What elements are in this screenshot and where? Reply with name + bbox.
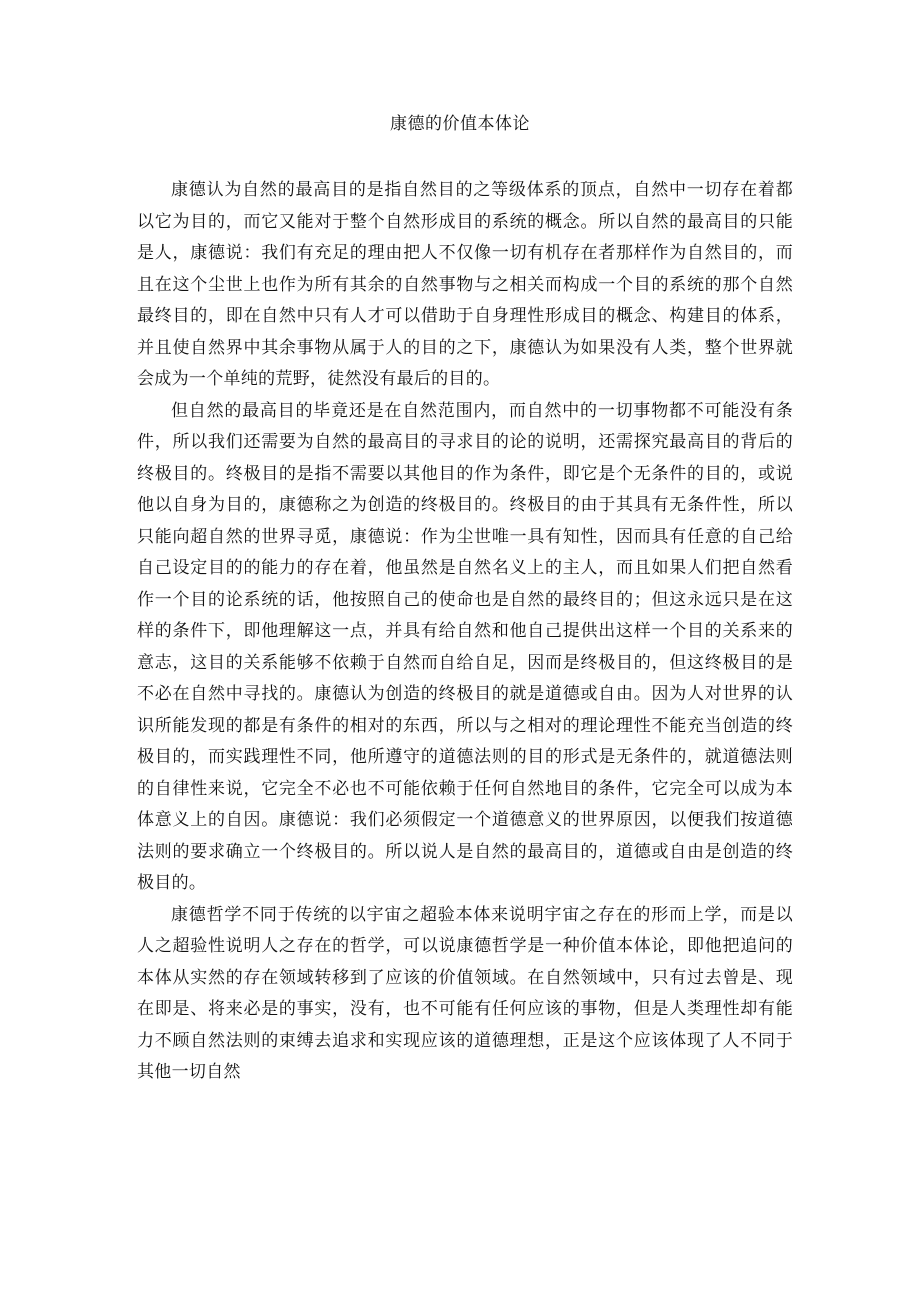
document-body bbox=[137, 175, 793, 1089]
paragraph-2: 但自然的最高目的毕竟还是在自然范围内，而自然中的一切事物都不可能没有条件，所以我们还需要为自然的最高目的寻求目的论的说明，还需探究最高目的背后的终极目的。终极目的是指不需要以其他目的作为条件，即它是个无条件的目的，或说他以自身为目的，康德称之为创造的终极目的。终极目的由于其具有无条件性，所以只能向超自然的世界寻觅，康德说：作为尘世唯一具有知性，因而具有任意的自己给自己设定目的的能力的存在着，他虽然是自然名义上的主人，而且如果人们把自然看作一个目的论系统的话，他按照自己的使命也是自然的最终目的；但这永远只是在这样的条件下，即他理解这一点，并具有给自然和他自己提供出这样一个目的关系来的意志，这目的关系能够不依赖于自然而自给自足，因而是终极目的，但这终极目的是不必在自然中寻找的。康德认为创造的终极目的就是道德或自由。因为人对世界的认识所能发现的都是有条件的相对的东西，所以与之相对的理论理性不能充当创造的终极目的，而实践理性不同，他所遵守的道德法则的目的形式是无条件的，就道德法则的自律性来说，它完全不必也不可能依赖于任何自然地目的条件，它完全可以成为本体意义上的自因。康德说：我们必须假定一个道德意义的世界原因，以便我们按道德法则的要求确立一个终极目的。所以说人是自然的最高目的，道德或自由是创造的终极目的。 bbox=[137, 400, 793, 893]
paragraph-1: 康德认为自然的最高目的是指自然目的之等级体系的顶点，自然中一切存在着都以它为目的，而它又能对于整个自然形成目的系统的概念。所以自然的最高目的只能是人，康德说：我们有充足的理由把人不仅像一切有机存在者那样作为自然目的，而且在这个尘世上也作为所有其余的自然事物与之相关而构成一个目的系统的那个自然最终目的，即在自然中只有人才可以借助于自身理性形成目的概念、构建目的体系，并且使自然界中其余事物从属于人的目的之下，康德认为如果没有人类，整个世界就会成为一个单纯的荒野，徒然没有最后的目的。 bbox=[137, 180, 793, 389]
paragraph-3: 康德哲学不同于传统的以宇宙之超验本体来说明宇宙之存在的形而上学，而是以人之超验性说明人之存在的哲学，可以说康德哲学是一种价值本体论，即他把追问的本体从实然的存在领域转移到了应该的价值领域。在自然领域中，只有过去曾是、现在即是、将来必是的事实，没有，也不可能有任何应该的事物，但是人类理性却有能力不顾自然法则的束缚去追求和实现应该的道德理想，正是这个应该体现了人不同于其他一切自然 bbox=[137, 904, 793, 1082]
document-title: 康德的价值本体论 bbox=[390, 114, 530, 134]
